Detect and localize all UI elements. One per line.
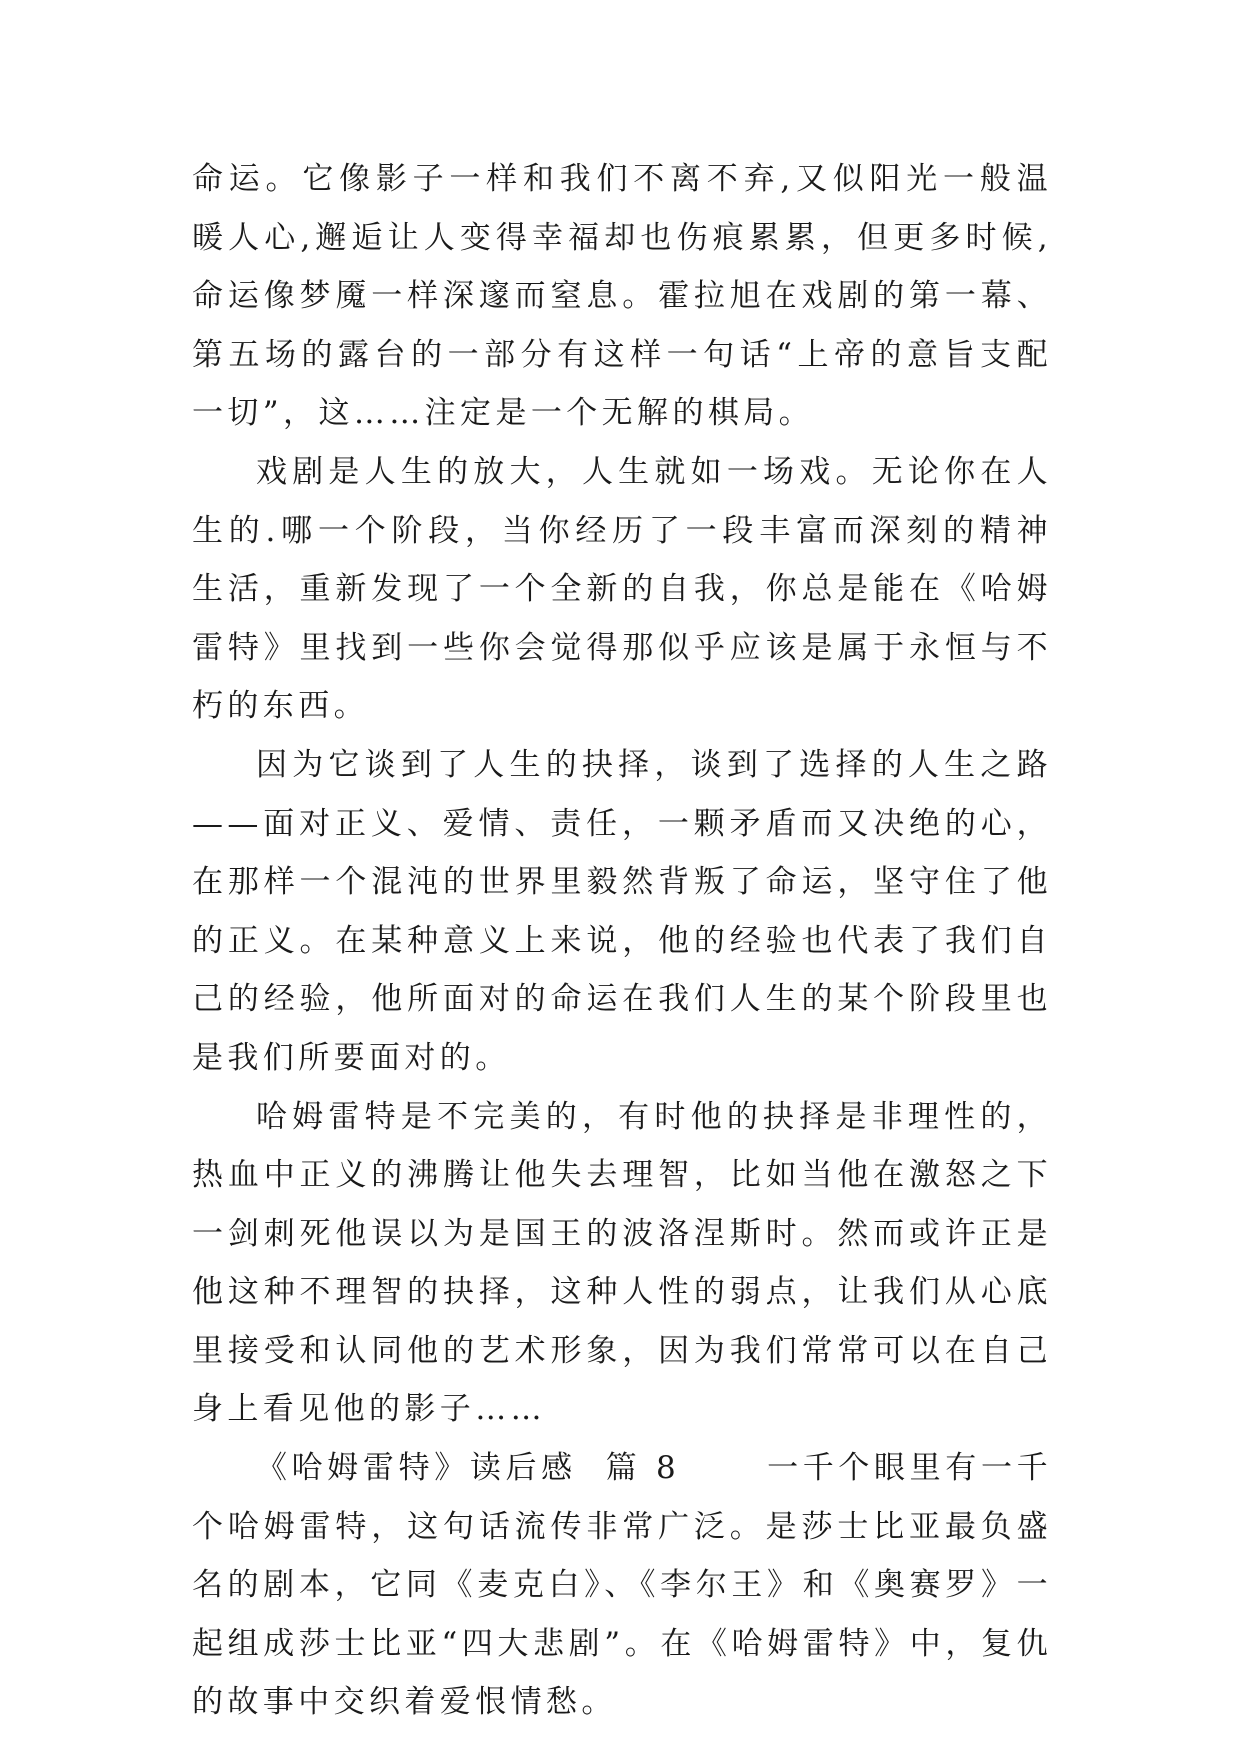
paragraph-4: 哈姆雷特是不完美的，有时他的抉择是非理性的，热血中正义的沸腾让他失去理智，比如当他在激怒之下一剑刺死他误以为是国王的波洛涅斯时。然而或许正是他这种不理智的抉择，这种人性的弱点，让我们从心底里接受和认同他的艺术形象，因为我们常常可以在自己身上看见他的影子…… (192, 1098, 1052, 1428)
paragraph-3: 因为它谈到了人生的抉择，谈到了选择的人生之路——面对正义、爱情、责任，一颗矛盾而又决绝的心，在那样一个混沌的世界里毅然背叛了命运，坚守住了他的正义。在某种意义上来说，他的经验也代表了我们自己的经验，他所面对的命运在我们人生的某个阶段里也是我们所要面对的。 (192, 746, 1052, 1076)
paragraph-1: 命运。它像影子一样和我们不离不弃,又似阳光一般温暖人心,邂逅让人变得幸福却也伤痕累累，但更多时候,命运像梦魇一样深邃而窒息。霍拉旭在戏剧的第一幕、第五场的露台的一部分有这样一句话“上帝的意旨支配一切”，这……注定是一个无解的棋局。 (192, 161, 1052, 432)
paragraph-5: 《哈姆雷特》读后感 篇 8 一千个眼里有一千个哈姆雷特，这句话流传非常广泛。是莎士比亚最负盛名的剧本，它同《麦克白》、《李尔王》和《奥赛罗》一起组成莎士比亚“四大悲剧”。在《哈姆雷特》中，复仇的故事中交织着爱恨情愁。 (192, 1450, 1052, 1721)
document-body (192, 150, 1052, 1732)
paragraph-2: 戏剧是人生的放大，人生就如一场戏。无论你在人生的.哪一个阶段，当你经历了一段丰富而深刻的精神生活，重新发现了一个全新的自我，你总是能在《哈姆雷特》里找到一些你会觉得那似乎应该是属于永恒与不朽的东西。 (192, 453, 1052, 725)
